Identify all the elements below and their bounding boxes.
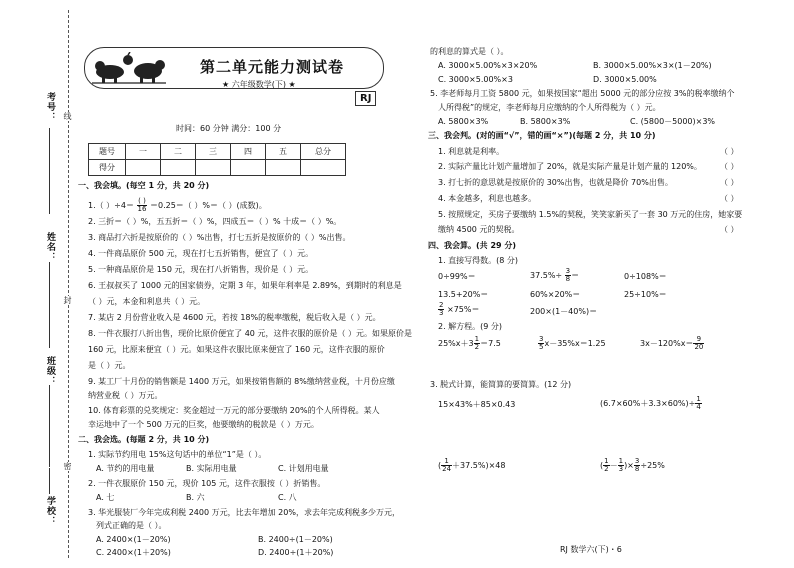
score-cell: 二: [161, 144, 196, 160]
judge-4-mark[interactable]: （ ）: [720, 194, 739, 203]
question-3: 3. 商品打六折是按原价的（ ）%出售，打七五折是按原价的（ ）%出售。: [88, 233, 351, 242]
judge-4: 4. 本金越多，利息也越多。: [438, 194, 537, 203]
seal-label: 封: [63, 296, 72, 305]
class-label: 班级：: [45, 356, 55, 386]
choice-1: 1. 实际节约用电 15%这句话中的单位“1”是（ ）。: [88, 450, 267, 459]
score-input-cell[interactable]: [231, 160, 266, 176]
question-9b: 纳营业税（ ）万元。: [88, 391, 163, 400]
judge-1-mark[interactable]: （ ）: [720, 147, 739, 156]
direct-calc-6: 25÷10%＝: [624, 290, 667, 299]
frac-num: ( ): [138, 197, 146, 205]
choice-3-opt-b[interactable]: B. 2400÷(1－20%): [258, 535, 333, 544]
animal-illustration: [88, 52, 168, 84]
equation-2: $\frac{3}{5}$ x－35%x＝1.25: [539, 335, 606, 351]
section-4-title: 四、我会算。(共 29 分): [428, 241, 517, 250]
compute-1: 15×43%＋85×0.43: [438, 400, 516, 409]
choice-4-cont: 的利息的算式是（ ）。: [430, 47, 509, 56]
judge-5a: 5. 按照规定，买房子要缴纳 1.5%的契税，笑笑家新买了一套 30 万元的住房，她家要: [438, 210, 743, 219]
judge-2-mark[interactable]: （ ）: [720, 162, 739, 171]
choice-1-opt-b[interactable]: B. 实际用电量: [186, 464, 237, 473]
binding-dash-line: [68, 10, 69, 558]
choice-3-opt-c[interactable]: C. 2400×(1＋20%): [96, 548, 171, 557]
rj-badge: RJ: [355, 91, 376, 106]
judge-3: 3. 打七折的意思就是按原价的 30%出售，也就是降价 70%出售。: [438, 178, 673, 187]
frac-den: 16: [137, 205, 147, 213]
name-line: [49, 262, 50, 348]
choice-5-opt-a[interactable]: A. 5800×3%: [438, 117, 489, 126]
compute-4: ( $\frac{1}{2}$ － $\frac{1}{3}$ )× $\frac{3}{8}$ ÷25%: [600, 457, 665, 473]
question-4: 4. 一件商品原价 500 元，现在打七五折销售，便宜了（ ）元。: [88, 249, 314, 258]
score-cell: 总分: [301, 144, 346, 160]
direct-calc-2-fraction: $\frac{3}{8}$: [565, 267, 571, 283]
equation-title: 2. 解方程。(9 分): [438, 322, 503, 331]
footer-right: RJ 数学六(下)・6: [560, 545, 622, 554]
score-input-cell[interactable]: [266, 160, 301, 176]
class-line: [49, 385, 50, 467]
section-1-title: 一、我会填。(每空 1 分，共 20 分): [78, 181, 210, 190]
score-cell: 题号: [89, 144, 126, 160]
compute-3: ( $\frac{1}{24}$ ＋37.5%)×48: [438, 457, 506, 473]
direct-calc-title: 1. 直接写得数。(8 分): [438, 256, 519, 265]
direct-calc-3: 0÷108%＝: [624, 272, 667, 281]
choice-4-opt-c[interactable]: C. 3000×5.00%×3: [438, 75, 513, 84]
school-line: [49, 468, 50, 494]
score-cell: 五: [266, 144, 301, 160]
judge-2: 2. 实际产量比计划产量增加了 20%，就是实际产量是计划产量的 120%。: [438, 162, 702, 171]
equation-3: 3x－120%x＝ $\frac{9}{20}$: [640, 335, 704, 351]
choice-2-opt-b[interactable]: B. 六: [186, 493, 205, 502]
choice-5a: 5. 李老师每月工资 5800 元，如果按国家“超出 5000 元的部分应按 3%的税率缴纳个: [430, 89, 735, 98]
question-8c: 是（ ）元。: [88, 361, 131, 370]
school-label: 学校：: [45, 496, 55, 526]
choice-5-opt-b[interactable]: B. 5800×3%: [520, 117, 571, 126]
score-input-cell[interactable]: [196, 160, 231, 176]
name-label: 姓名：: [45, 232, 55, 262]
question-9a: 9. 某工厂十月份的销售额是 1400 万元，如果按销售额的 8%缴纳营业税，十月份应缴: [88, 377, 395, 386]
judge-3-mark[interactable]: （ ）: [720, 178, 739, 187]
question-1: [88, 198, 267, 213]
secret-label: 密: [63, 462, 72, 471]
equation-1: 25%x＋3 $\frac{1}{2}$ ＝7.5: [438, 335, 501, 351]
question-6b: （ ）元，本金和利息共（ ）元。: [88, 297, 206, 306]
q1-part-b: ＝0.25＝（ ）%＝（ ）(成数)。: [149, 201, 267, 210]
direct-calc-7: [438, 302, 480, 317]
page-title: 第二单元能力测试卷: [200, 58, 345, 76]
direct-calc-8: 200×(1－40%)＝: [530, 307, 598, 316]
choice-3-opt-a[interactable]: A. 2400×(1－20%): [96, 535, 171, 544]
q1-part-a: 1.（ ）÷4＝: [88, 201, 134, 210]
score-cell: 得分: [89, 160, 126, 176]
direct-calc-2-text: 37.5%÷: [530, 271, 563, 280]
subtitle: ★ 六年级数学(下) ★: [222, 80, 296, 89]
score-input-cell[interactable]: [301, 160, 346, 176]
direct-calc-4: 13.5+20%＝: [438, 290, 489, 299]
question-8a: 8. 一件衣服打八折出售，现价比原价便宜了 40 元，这件衣服的原价是（ ）元。如果原价是: [88, 329, 412, 338]
score-input-cell[interactable]: [161, 160, 196, 176]
q1-fraction: [137, 198, 148, 213]
judge-5b: 缴纳 4500 元的契税。: [438, 225, 520, 234]
compute-2: (6.7×60%＋3.3×60%)÷ $\frac{1}{4}$: [600, 395, 701, 411]
compute-title: 3. 脱式计算，能简算的要简算。(12 分): [430, 380, 572, 389]
choice-2-opt-a[interactable]: A. 七: [96, 493, 115, 502]
exam-no-label: 考号：: [45, 92, 55, 122]
choice-5b: 人所得税”的规定，李老师每月应缴纳的个人所得税为（ ）元。: [438, 103, 661, 112]
choice-5-opt-c[interactable]: C. (5800－5000)×3%: [630, 117, 716, 126]
question-5: 5. 一种商品原价是 150 元，现在打八折销售，现价是（ ）元。: [88, 265, 314, 274]
score-cell: 三: [196, 144, 231, 160]
exam-no-line: [49, 128, 50, 214]
judge-1: 1. 利息就是利率。: [438, 147, 505, 156]
question-8b: 160 元，比原来便宜（ ）元。如果这件衣服比原来便宜了 160 元，这件衣服的原价: [88, 345, 385, 354]
section-2-title: 二、我会选。(每题 2 分，共 10 分): [78, 435, 210, 444]
choice-4-opt-b[interactable]: B. 3000×5.00%×3×(1－20%): [593, 61, 712, 70]
direct-calc-1: 0÷99%＝: [438, 272, 476, 281]
question-10b: 幸运地中了一个 500 万元的巨奖，他要缴纳的税款是（ ）万元。: [88, 420, 319, 429]
line-label: 线: [63, 112, 72, 121]
score-table-row: [89, 160, 346, 176]
question-6a: 6. 王叔叔买了 1000 元的国家债券，定期 3 年，如果年利率是 2.89%，到期时的利息是: [88, 281, 402, 290]
question-2: 2. 三折＝（ ）%，五五折＝（ ）%，四成五＝（ ）% 十成＝（ ）%。: [88, 217, 342, 226]
choice-3b: 列式正确的是（ ）。: [96, 521, 167, 530]
choice-3a: 3. 华光服装厂今年完成利税 2400 万元，比去年增加 20%，求去年完成利税多少万元，: [88, 508, 400, 517]
judge-5-mark[interactable]: （ ）: [720, 225, 739, 234]
score-input-cell[interactable]: [126, 160, 161, 176]
score-cell: 一: [126, 144, 161, 160]
choice-1-opt-c[interactable]: C. 计划用电量: [278, 464, 329, 473]
choice-1-opt-a[interactable]: A. 节约的用电量: [96, 464, 155, 473]
direct-calc-7-fraction: $\frac{2}{3}$: [439, 301, 444, 317]
score-table: [88, 143, 346, 176]
choice-3-opt-d[interactable]: D. 2400÷(1＋20%): [258, 548, 334, 557]
time-score: 时间：60 分钟 满分：100 分: [176, 124, 282, 133]
question-7: 7. 某店 2 月份营业收入是 4600 元，若按 18%的税率缴税，税后收入是（ ）元。: [88, 313, 381, 322]
choice-4-opt-a[interactable]: A. 3000×5.00%×3×20%: [438, 61, 538, 70]
direct-calc-5: 60%×20%＝: [530, 290, 581, 299]
score-table-row: [89, 144, 346, 160]
choice-2-opt-c[interactable]: C. 八: [278, 493, 297, 502]
choice-4-opt-d[interactable]: D. 3000×5.00%: [593, 75, 657, 84]
question-10a: 10. 体育彩票的兑奖规定：奖金超过一万元的部分要缴纳 20%的个人所得税。某人: [88, 406, 380, 415]
section-3-title: 三、我会判。(对的画“√”，错的画“×”)(每题 2 分，共 10 分): [428, 131, 656, 140]
direct-calc-2: 37.5%÷ $\frac{3}{8}$ ＝: [530, 267, 580, 283]
score-cell: 四: [231, 144, 266, 160]
direct-calc-7-text: ×75%＝: [447, 305, 480, 314]
choice-2: 2. 一件衣服原价 150 元，现价 105 元，这件衣服按（ ）折销售。: [88, 479, 326, 488]
